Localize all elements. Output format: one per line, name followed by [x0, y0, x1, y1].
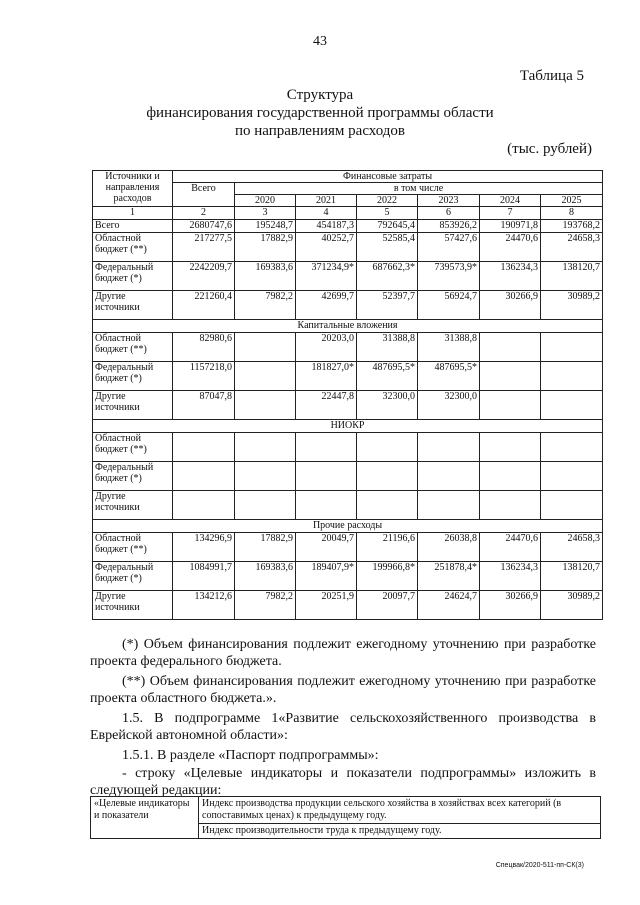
value-cell — [541, 362, 603, 391]
section-capital: Капитальные вложения — [93, 320, 603, 333]
value-cell: 138120,7 — [541, 562, 603, 591]
value-cell: 7982,2 — [235, 591, 296, 620]
row-label: Другие источники — [93, 591, 173, 620]
value-cell: 687662,3* — [357, 262, 418, 291]
value-cell: 20203,0 — [296, 333, 357, 362]
value-cell — [541, 491, 603, 520]
column-number: 1 — [93, 207, 173, 220]
title-line-2: финансирования государственной программы области — [146, 105, 494, 121]
row-label: Федеральный бюджет (*) — [93, 562, 173, 591]
value-cell — [541, 433, 603, 462]
year-header: 2025 — [541, 195, 603, 207]
value-cell: 24658,3 — [541, 233, 603, 262]
value-cell: 24658,3 — [541, 533, 603, 562]
year-header: 2024 — [480, 195, 541, 207]
value-cell — [173, 433, 235, 462]
value-cell: 31388,8 — [418, 333, 480, 362]
value-cell: 24470,6 — [480, 233, 541, 262]
value-cell — [173, 462, 235, 491]
row-label: Другие источники — [93, 291, 173, 320]
value-cell — [480, 362, 541, 391]
row-label: Другие источники — [93, 491, 173, 520]
value-cell: 181827,0* — [296, 362, 357, 391]
table-row — [93, 462, 603, 491]
value-cell: 251878,4* — [418, 562, 480, 591]
value-cell: 17882,9 — [235, 233, 296, 262]
column-number: 7 — [480, 207, 541, 220]
value-cell: 487695,5* — [418, 362, 480, 391]
value-cell: 20097,7 — [357, 591, 418, 620]
units-label: (тыс. рублей) — [507, 141, 592, 157]
value-cell — [480, 491, 541, 520]
section-other: Прочие расходы — [93, 520, 603, 533]
table-row — [93, 362, 603, 391]
value-cell — [235, 391, 296, 420]
value-cell: 30266,9 — [480, 291, 541, 320]
row-label: Федеральный бюджет (*) — [93, 262, 173, 291]
value-cell: 52585,4 — [357, 233, 418, 262]
value-cell: 2680747,6 — [173, 220, 235, 233]
header-incl: в том числе — [235, 183, 603, 195]
value-cell: 221260,4 — [173, 291, 235, 320]
row-label: Федеральный бюджет (*) — [93, 462, 173, 491]
value-cell: 371234,9* — [296, 262, 357, 291]
value-cell: 138120,7 — [541, 262, 603, 291]
value-cell: 31388,8 — [357, 333, 418, 362]
value-cell: 853926,2 — [418, 220, 480, 233]
value-cell: 40252,7 — [296, 233, 357, 262]
year-header: 2020 — [235, 195, 296, 207]
header-total: Всего — [173, 183, 235, 207]
value-cell: 487695,5* — [357, 362, 418, 391]
column-number: 6 — [418, 207, 480, 220]
value-cell: 22447,8 — [296, 391, 357, 420]
footer-code: Cпецвак/2020-511-пп-СК(3) — [495, 862, 584, 869]
column-number: 2 — [173, 207, 235, 220]
page-number: 43 — [313, 34, 327, 49]
value-cell — [480, 462, 541, 491]
row-label: Областной бюджет (**) — [93, 533, 173, 562]
value-cell: 30989,2 — [541, 291, 603, 320]
table-row — [93, 562, 603, 591]
value-cell — [296, 433, 357, 462]
value-cell: 1157218,0 — [173, 362, 235, 391]
table-row — [93, 262, 603, 291]
value-cell: 56924,7 — [418, 291, 480, 320]
value-cell: 32300,0 — [357, 391, 418, 420]
indicator-label: «Целевые индикаторы и показатели — [91, 797, 199, 839]
row-label: Всего — [93, 220, 173, 233]
column-number: 5 — [357, 207, 418, 220]
value-cell: 199966,8* — [357, 562, 418, 591]
row-label: Федеральный бюджет (*) — [93, 362, 173, 391]
finance-table — [92, 170, 603, 620]
value-cell: 21196,6 — [357, 533, 418, 562]
value-cell: 30266,9 — [480, 591, 541, 620]
value-cell — [541, 462, 603, 491]
value-cell: 792645,4 — [357, 220, 418, 233]
value-cell — [480, 333, 541, 362]
value-cell: 20251,9 — [296, 591, 357, 620]
table-row — [93, 333, 603, 362]
year-header: 2023 — [418, 195, 480, 207]
table-row — [93, 233, 603, 262]
table-label: Таблица 5 — [519, 68, 584, 84]
footnote-federal: (*) Объем финансирования подлежит ежегодному уточнению при разработке проекта федерального бюджета. — [90, 637, 596, 669]
paragraph-1-5-1: 1.5.1. В разделе «Паспорт подпрограммы»: — [122, 748, 379, 763]
value-cell: 87047,8 — [173, 391, 235, 420]
value-cell: 189407,9* — [296, 562, 357, 591]
value-cell — [418, 462, 480, 491]
paragraph-1-5: 1.5. В подпрограмме 1«Развитие сельскохозяйственного производства в Еврейской автономной области»: — [90, 711, 596, 743]
value-cell: 1084991,7 — [173, 562, 235, 591]
column-number: 4 — [296, 207, 357, 220]
section-niokr: НИОКР — [93, 420, 603, 433]
value-cell — [235, 362, 296, 391]
value-cell: 136234,3 — [480, 262, 541, 291]
value-cell: 217277,5 — [173, 233, 235, 262]
value-cell — [480, 391, 541, 420]
indicator-labor-index: Индекс производительности труда к предыдущему году. — [199, 824, 601, 839]
value-cell — [418, 491, 480, 520]
value-cell: 136234,3 — [480, 562, 541, 591]
value-cell: 26038,8 — [418, 533, 480, 562]
value-cell: 739573,9* — [418, 262, 480, 291]
table-row — [93, 291, 603, 320]
value-cell — [296, 491, 357, 520]
value-cell: 24624,7 — [418, 591, 480, 620]
value-cell — [418, 433, 480, 462]
column-number: 3 — [235, 207, 296, 220]
value-cell — [541, 391, 603, 420]
value-cell: 52397,7 — [357, 291, 418, 320]
value-cell: 454187,3 — [296, 220, 357, 233]
year-header: 2022 — [357, 195, 418, 207]
row-label: Другие источники — [93, 391, 173, 420]
row-label: Областной бюджет (**) — [93, 233, 173, 262]
indicator-production-index: Индекс производства продукции сельского хозяйства в хозяйствах всех категорий (в сопоставимых ценах) к предыдущему году. — [199, 797, 601, 824]
value-cell: 57427,6 — [418, 233, 480, 262]
value-cell — [480, 433, 541, 462]
value-cell: 24470,6 — [480, 533, 541, 562]
table-row — [93, 220, 603, 233]
value-cell: 2242209,7 — [173, 262, 235, 291]
value-cell: 134296,9 — [173, 533, 235, 562]
value-cell — [235, 462, 296, 491]
value-cell — [235, 333, 296, 362]
value-cell — [357, 462, 418, 491]
year-header: 2021 — [296, 195, 357, 207]
table-row — [93, 433, 603, 462]
value-cell — [541, 333, 603, 362]
value-cell: 17882,9 — [235, 533, 296, 562]
value-cell: 7982,2 — [235, 291, 296, 320]
value-cell — [235, 433, 296, 462]
value-cell: 195248,7 — [235, 220, 296, 233]
value-cell: 190971,8 — [480, 220, 541, 233]
value-cell: 134212,6 — [173, 591, 235, 620]
value-cell — [296, 462, 357, 491]
value-cell — [357, 491, 418, 520]
header-costs: Финансовые затраты — [173, 171, 603, 183]
row-label: Областной бюджет (**) — [93, 433, 173, 462]
value-cell — [235, 491, 296, 520]
header-sources: Источники и направления расходов — [93, 171, 173, 207]
value-cell: 169383,6 — [235, 562, 296, 591]
value-cell: 42699,7 — [296, 291, 357, 320]
table-row — [93, 533, 603, 562]
indicator-table — [90, 796, 601, 839]
value-cell: 32300,0 — [418, 391, 480, 420]
footnote-regional: (**) Объем финансирования подлежит ежегодному уточнению при разработке проекта областного бюджета.». — [90, 674, 596, 706]
value-cell: 82980,6 — [173, 333, 235, 362]
value-cell — [173, 491, 235, 520]
value-cell — [357, 433, 418, 462]
table-row — [93, 391, 603, 420]
paragraph-row-change: - строку «Целевые индикаторы и показатели подпрограммы» изложить в следующей редакции: — [90, 766, 596, 798]
table-row — [93, 591, 603, 620]
value-cell: 30989,2 — [541, 591, 603, 620]
value-cell: 20049,7 — [296, 533, 357, 562]
value-cell: 169383,6 — [235, 262, 296, 291]
table-row — [93, 491, 603, 520]
title-line-3: по направлениям расходов — [234, 123, 405, 139]
title-line-1: Структура — [286, 87, 354, 103]
column-number: 8 — [541, 207, 603, 220]
value-cell: 193768,2 — [541, 220, 603, 233]
row-label: Областной бюджет (**) — [93, 333, 173, 362]
